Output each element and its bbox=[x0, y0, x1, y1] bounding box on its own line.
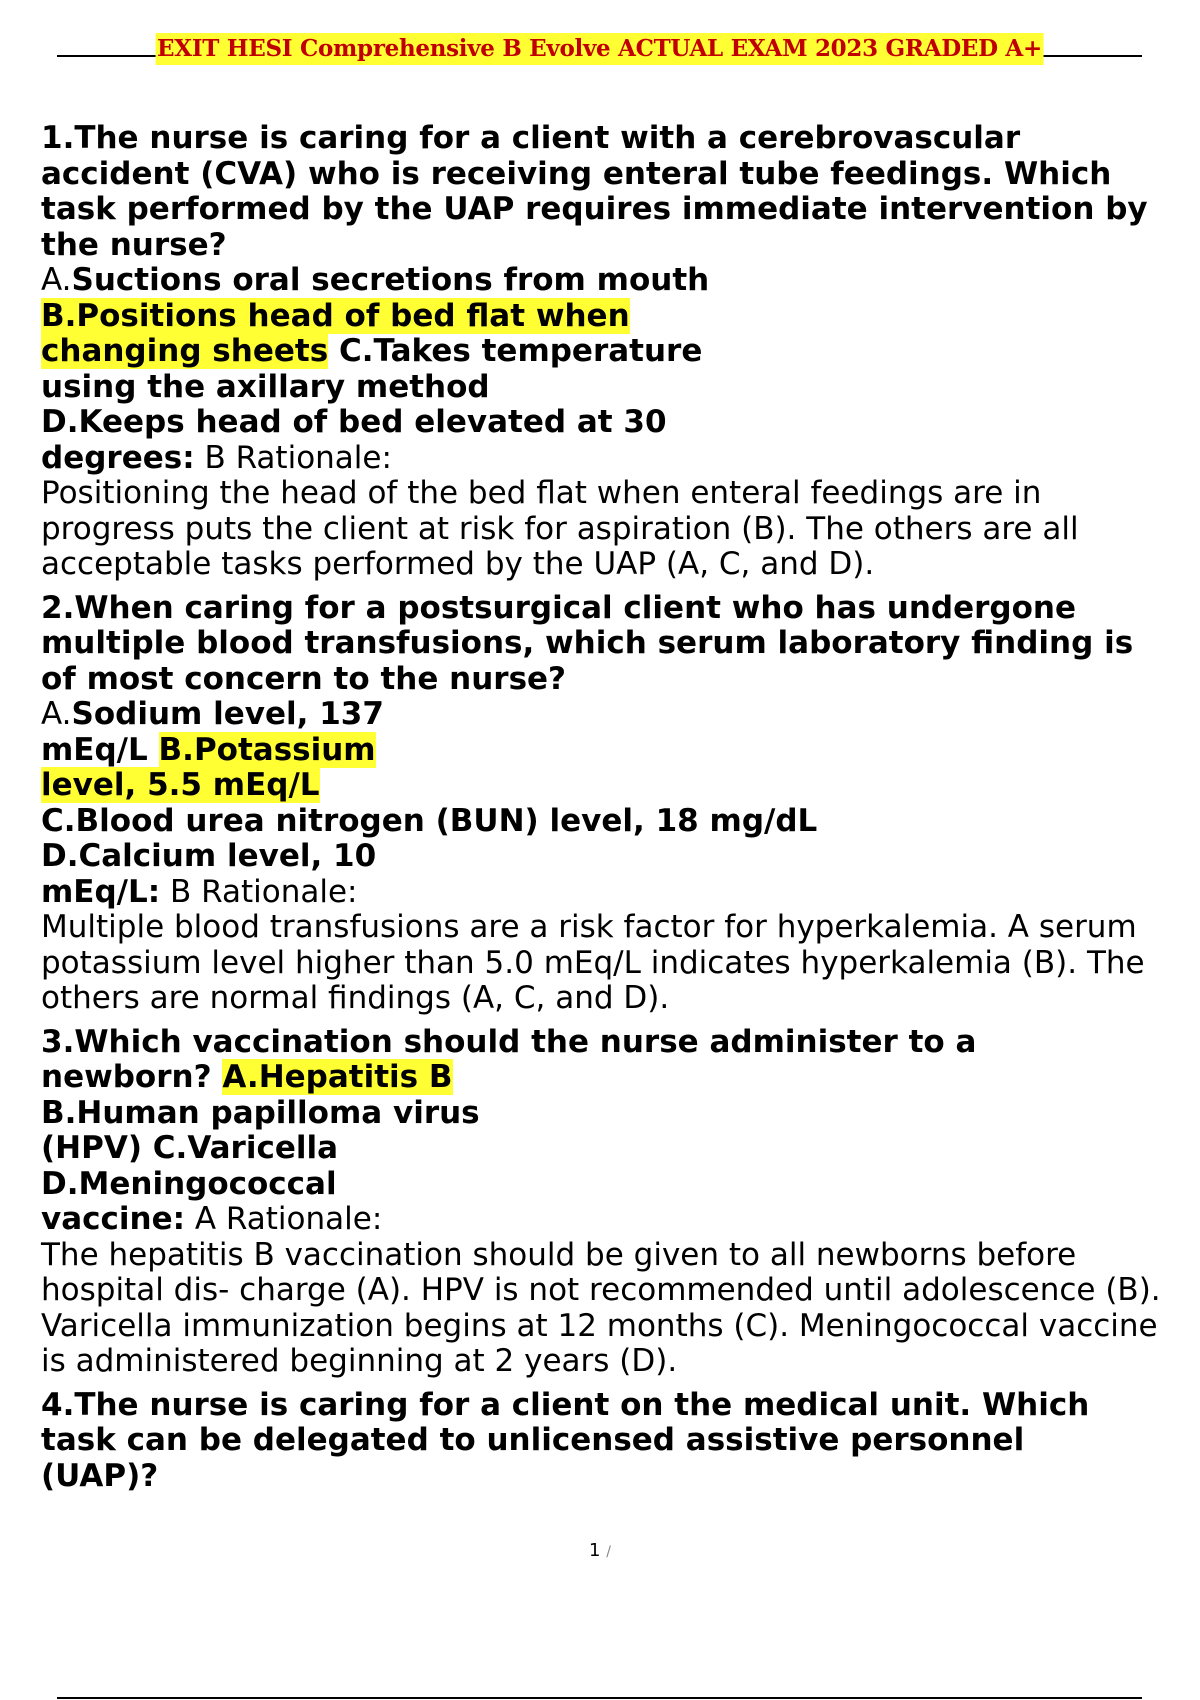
rationale-line: is administered beginning at 2 years (D). bbox=[41, 1343, 678, 1379]
question-3-rationale bbox=[41, 1238, 1200, 1380]
question-3-line bbox=[41, 1060, 1200, 1096]
question-1-option-c: using the axillary method bbox=[41, 368, 490, 405]
question-4-line: 4.The nurse is caring for a client on the medical unit. Which bbox=[41, 1386, 1090, 1423]
rationale-line: others are normal findings (A, C, and D). bbox=[41, 980, 670, 1016]
question-1-option-a bbox=[41, 263, 1200, 299]
question-2-line: of most concern to the nurse? bbox=[41, 660, 567, 697]
question-1 bbox=[41, 121, 1200, 583]
page-number-separator: / bbox=[606, 1544, 611, 1560]
question-1-line: accident (CVA) who is receiving enteral tube feedings. Which bbox=[41, 155, 1112, 192]
highlighted-answer: B.Potassium bbox=[158, 731, 376, 768]
highlighted-answer: B.Positions head of bed flat when bbox=[41, 297, 630, 334]
answer-label: A Rationale: bbox=[185, 1201, 383, 1237]
highlighted-answer: A.Hepatitis B bbox=[222, 1059, 453, 1095]
question-2-option-b bbox=[41, 768, 1200, 804]
option-text: newborn? bbox=[41, 1059, 223, 1095]
question-3-stem-options bbox=[41, 1025, 1200, 1238]
question-2-rationale bbox=[41, 910, 1200, 1017]
page-number-value: 1 bbox=[589, 1540, 601, 1561]
question-1-line: 1.The nurse is caring for a client with a cerebrovascular bbox=[41, 120, 1021, 156]
question-2-option-d: D.Calcium level, 10 bbox=[41, 838, 377, 874]
question-1-stem bbox=[41, 121, 1200, 263]
question-2-options bbox=[41, 697, 1200, 910]
question-1-answer-line bbox=[41, 441, 1200, 477]
page-number bbox=[0, 1540, 1200, 1561]
footer-rule bbox=[57, 1697, 1142, 1699]
document-header bbox=[57, 33, 1142, 69]
highlighted-answer: changing sheets bbox=[41, 333, 329, 369]
option-text: Suctions oral secretions from mouth bbox=[71, 262, 710, 298]
question-3-option-b: B.Human papilloma virus bbox=[41, 1094, 480, 1131]
question-2-option-c: C.Blood urea nitrogen (BUN) level, 18 mg/dL bbox=[41, 802, 818, 839]
question-2-line: multiple blood transfusions, which serum laboratory finding is bbox=[41, 625, 1134, 661]
option-text: C.Takes temperature bbox=[328, 333, 703, 369]
option-text: (HPV) bbox=[41, 1130, 153, 1166]
rationale-line: Multiple blood transfusions are a risk factor for hyperkalemia. A serum bbox=[41, 909, 1137, 945]
rationale-line: Positioning the head of the bed flat when enteral feedings are in bbox=[41, 475, 1042, 511]
rationale-line: Varicella immunization begins at 12 months (C). Meningococcal vaccine bbox=[41, 1307, 1158, 1344]
document-body bbox=[41, 121, 1200, 1502]
rationale-line: potassium level higher than 5.0 mEq/L indicates hyperkalemia (B). The bbox=[41, 944, 1145, 981]
question-2-answer-line bbox=[41, 875, 1200, 911]
question-1-option-d: D.Keeps head of bed elevated at 30 bbox=[41, 404, 667, 440]
question-4 bbox=[41, 1388, 1200, 1495]
question-2-option-a bbox=[41, 697, 1200, 733]
option-text: vaccine: bbox=[41, 1201, 185, 1237]
option-text: C.Varicella bbox=[152, 1130, 339, 1166]
question-1-rationale bbox=[41, 476, 1200, 583]
question-4-line: task can be delegated to unlicensed assistive personnel bbox=[41, 1422, 1025, 1458]
question-4-stem bbox=[41, 1388, 1200, 1495]
question-1-options bbox=[41, 263, 1200, 476]
rationale-line: acceptable tasks performed by the UAP (A, C, and D). bbox=[41, 546, 875, 582]
question-2-line: 2.When caring for a postsurgical client who has undergone bbox=[41, 589, 1077, 626]
header-title: EXIT HESI Comprehensive B Evolve ACTUAL EXAM 2023 GRADED A+ bbox=[155, 33, 1044, 65]
question-1-line: the nurse? bbox=[41, 226, 227, 263]
rationale-line: The hepatitis B vaccination should be given to all newborns before bbox=[41, 1236, 1077, 1273]
question-2-option-a-b bbox=[41, 733, 1200, 769]
rationale-line: hospital dis- charge (A). HPV is not recommended until adolescence (B). bbox=[41, 1272, 1161, 1308]
question-3-option-d: D.Meningococcal bbox=[41, 1165, 337, 1202]
question-3-option-b-c bbox=[41, 1131, 1200, 1167]
option-letter: A. bbox=[41, 696, 72, 732]
option-text: mEq/L: bbox=[41, 873, 161, 910]
rationale-line: progress puts the client at risk for aspiration (B). The others are all bbox=[41, 510, 1079, 547]
question-1-option-b-c bbox=[41, 334, 1200, 370]
option-text: Sodium level, 137 bbox=[71, 696, 384, 732]
question-3-line: 3.Which vaccination should the nurse administer to a bbox=[41, 1023, 977, 1060]
highlighted-answer: level, 5.5 mEq/L bbox=[41, 767, 320, 803]
question-3 bbox=[41, 1025, 1200, 1380]
option-text: degrees: bbox=[41, 439, 195, 476]
answer-label: B Rationale: bbox=[160, 873, 358, 910]
question-3-answer-line bbox=[41, 1202, 1200, 1238]
option-text: mEq/L bbox=[41, 731, 159, 768]
answer-label: B Rationale: bbox=[194, 439, 392, 476]
question-2 bbox=[41, 591, 1200, 1017]
question-2-stem bbox=[41, 591, 1200, 698]
option-letter: A. bbox=[41, 262, 72, 298]
question-1-line: task performed by the UAP requires immediate intervention by bbox=[41, 191, 1148, 227]
question-4-line: (UAP)? bbox=[41, 1457, 159, 1494]
question-1-option-b bbox=[41, 299, 1200, 335]
